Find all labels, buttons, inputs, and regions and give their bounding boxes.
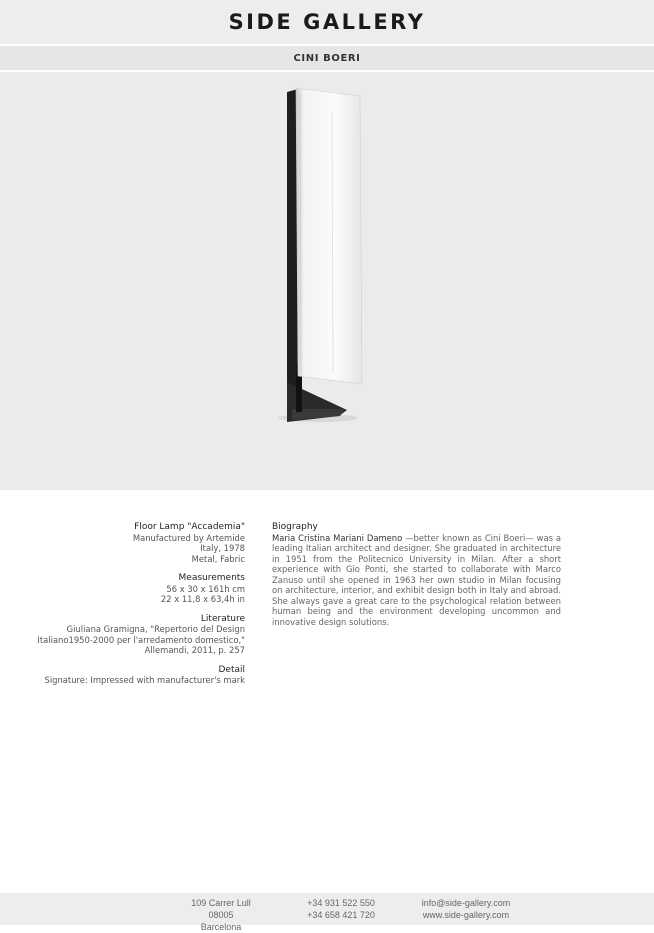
measurement-line: 56 x 30 x 161h cm bbox=[166, 583, 245, 594]
literature-line: Giuliana Gramigna, "Repertorio del Design bbox=[66, 624, 245, 634]
page-header bbox=[0, 0, 654, 44]
product-photo bbox=[0, 72, 654, 490]
literature-title: Literature bbox=[200, 613, 245, 624]
brand-title: SIDE GALLERY bbox=[228, 10, 426, 34]
detail-section bbox=[30, 665, 245, 686]
detail-line: Italy, 1978 bbox=[200, 543, 245, 553]
address-line: 109 Carrer Lull bbox=[191, 898, 251, 908]
phone-line[interactable]: +34 931 522 550 bbox=[307, 898, 375, 908]
address-line: 08005 Barcelona bbox=[200, 910, 242, 932]
biography-section bbox=[272, 522, 561, 627]
literature-line: Italiano1950-2000 per l'arredamento domestico," bbox=[37, 634, 245, 645]
biography-body: —better known as Cini Boeri— was a leading Italian architect and designer. She graduated in architecture in 1951 from the Politecnico University in Milan. After a short experience with Gio Ponti, she started to collaborate with Marco Zanuso until she opened in 1963 her own studio in Milan focusing on architecture, interior, and exhibit design both in Italy and abroad. She always gave a great care to the psychological relation between human being and the environment developing uncommon and innovative design solutions. bbox=[272, 532, 562, 627]
website-link[interactable]: www.side-gallery.com bbox=[422, 910, 510, 920]
biography-name: Maria Cristina Mariani Dameno bbox=[272, 532, 403, 543]
detail-line: Metal, Fabric bbox=[191, 553, 245, 564]
email-link[interactable]: info@side-gallery.com bbox=[421, 898, 511, 908]
product-info bbox=[30, 522, 245, 564]
footer-phones bbox=[302, 897, 380, 921]
phone-line[interactable]: +34 658 421 720 bbox=[307, 910, 375, 920]
measurements-section bbox=[30, 573, 245, 605]
measurements-title: Measurements bbox=[178, 573, 245, 583]
footer-address bbox=[188, 897, 254, 933]
page-footer bbox=[0, 893, 654, 932]
product-title: Floor Lamp "Accademia" bbox=[134, 522, 245, 532]
detail-title: Detail bbox=[218, 664, 245, 675]
detail-line: Signature: Impressed with manufacturer's mark bbox=[44, 675, 245, 685]
designer-bar bbox=[0, 46, 654, 70]
literature-section bbox=[30, 614, 245, 656]
floor-lamp-icon bbox=[0, 72, 654, 490]
literature-line: Allemandi, 2011, p. 257 bbox=[144, 645, 245, 655]
designer-name: CINI BOERI bbox=[293, 52, 361, 64]
biography-text bbox=[272, 533, 561, 628]
product-details bbox=[30, 522, 245, 695]
footer-web bbox=[418, 897, 514, 921]
measurement-line: 22 x 11,8 x 63,4h in bbox=[160, 594, 245, 604]
detail-line: Manufactured by Artemide bbox=[132, 532, 245, 543]
biography-title: Biography bbox=[272, 522, 318, 532]
